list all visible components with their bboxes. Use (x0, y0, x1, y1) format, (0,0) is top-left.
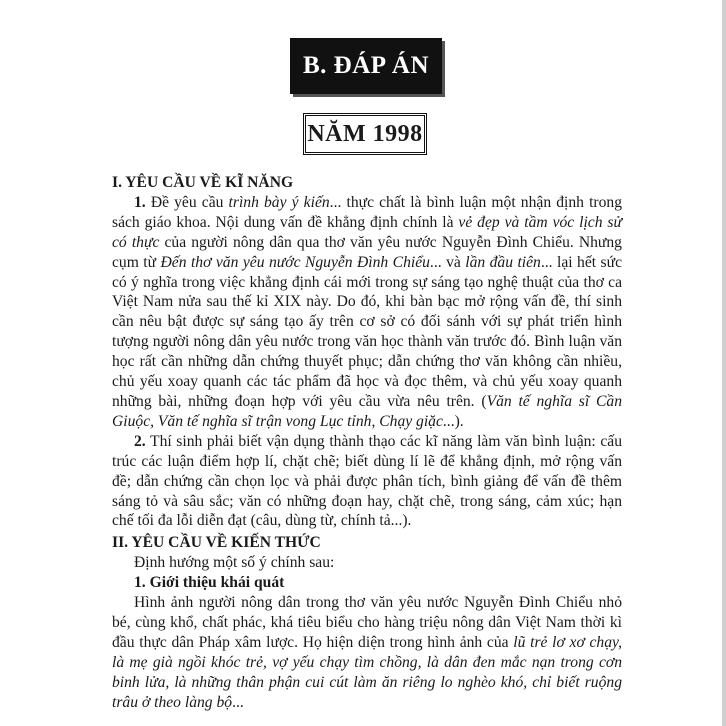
italic-run: Văn tế nghĩa sĩ Cần Giuộc, Văn tế nghĩa sĩ trận vong Lục tỉnh, Chạy giặc (112, 392, 622, 430)
italic-run: vẻ đẹp và tầm vóc lịch sử có thực (112, 213, 622, 251)
text-run: Đề yêu cầu (145, 193, 229, 211)
paragraph-number: 1. (134, 193, 146, 211)
knowledge-intro: Định hướng một số ý chính sau: (134, 554, 335, 572)
page-edge-shadow (722, 0, 726, 726)
paragraph-skill-1 (112, 193, 622, 432)
heading-skills: I. YÊU CẦU VỀ KĨ NĂNG (112, 174, 294, 191)
text-run: của người nông dân qua thơ văn yêu nước Nguyễn Đình Chiểu. Nhưng cụm từ (112, 233, 622, 271)
text-run: ... và (429, 253, 466, 271)
paragraph-number: 2. (134, 432, 146, 450)
italic-run: lũ trẻ lơ xơ chạy, là mẹ già ngồi khóc trẻ, vợ yếu chạy tìm chồng, là dân đen mắc nạn trong cơn binh lửa, là những thân phận cui cút làm ăn riêng lo nghèo khó, chỉ biết ruộng trâu ở theo làng bộ (112, 633, 622, 711)
paragraph-skill-2 (112, 432, 622, 532)
subheading-overview: 1. Giới thiệu khái quát (134, 574, 285, 592)
italic-run: Đến thơ văn yêu nước Nguyễn Đình Chiểu (160, 253, 430, 271)
paragraph-overview (112, 593, 622, 712)
text-run: ...). (442, 412, 464, 430)
heading-knowledge: II. YÊU CẦU VỀ KIẾN THỨC (112, 534, 321, 552)
text-run: Hình ảnh người nông dân trong thơ văn yêu nước Nguyễn Đình Chiểu nhỏ bé, cùng khổ, chất phác, khá tiêu biểu cho hàng triệu nông dân Việt Nam thời kì đầu thực dân Pháp xâm lược. Họ hiện diện trong hình ảnh của (112, 594, 622, 651)
italic-run: trình bày ý kiến (228, 193, 330, 211)
section-title: B. ĐÁP ÁN (302, 52, 430, 79)
italic-run: lần đầu tiên (465, 253, 541, 271)
year-title-box (303, 113, 427, 155)
text-run: ... (232, 693, 244, 711)
text-run: Thí sinh phải biết vận dụng thành thạo các kĩ năng làm văn bình luận: cấu trúc các luận điểm hợp lí, chặt chẽ; biết dùng lí lẽ để khẳng định, mở rộng vấn đề; dẫn chứng cần chọn lọc và phải được phân tích, bình giảng để vấn đề thêm sáng tỏ và sâu sắc; văn có những đoạn hay, chặt chẽ, trong sáng, cảm xúc; hạn chế tối đa lỗi diễn đạt (câu, dùng từ, chính tả...). (112, 432, 622, 530)
year-title: NĂM 1998 (307, 120, 423, 147)
text-run: ... lại hết sức có ý nghĩa trong việc khẳng định cái mới trong sự sáng tạo nghệ thuật của thơ ca Việt Nam nửa sau thế kỉ XIX này. Do đó, khi bàn bạc mở rộng vấn đề, thí sinh cần nêu bật được sự sáng tạo ấy trên cơ sở có đối sánh với sự phát triển hình tượng người nông dân yêu nước trong văn học thành văn trước đó. Bình luận văn học rất cần những dẫn chứng thuyết phục; dẫn chứng thơ văn không cần nhiều, chủ yếu xoay quanh các tác phẩm đã học và đọc thêm, và chủ yếu xoay quanh những bài, những đoạn hợp với yêu cầu vừa nêu trên. ( (112, 253, 622, 410)
text-run: ... thực chất là bình luận một nhận định trong sách giáo khoa. Nội dung vấn đề khẳng định chính là (112, 193, 622, 231)
section-title-box (290, 38, 442, 94)
answer-content (112, 173, 622, 712)
